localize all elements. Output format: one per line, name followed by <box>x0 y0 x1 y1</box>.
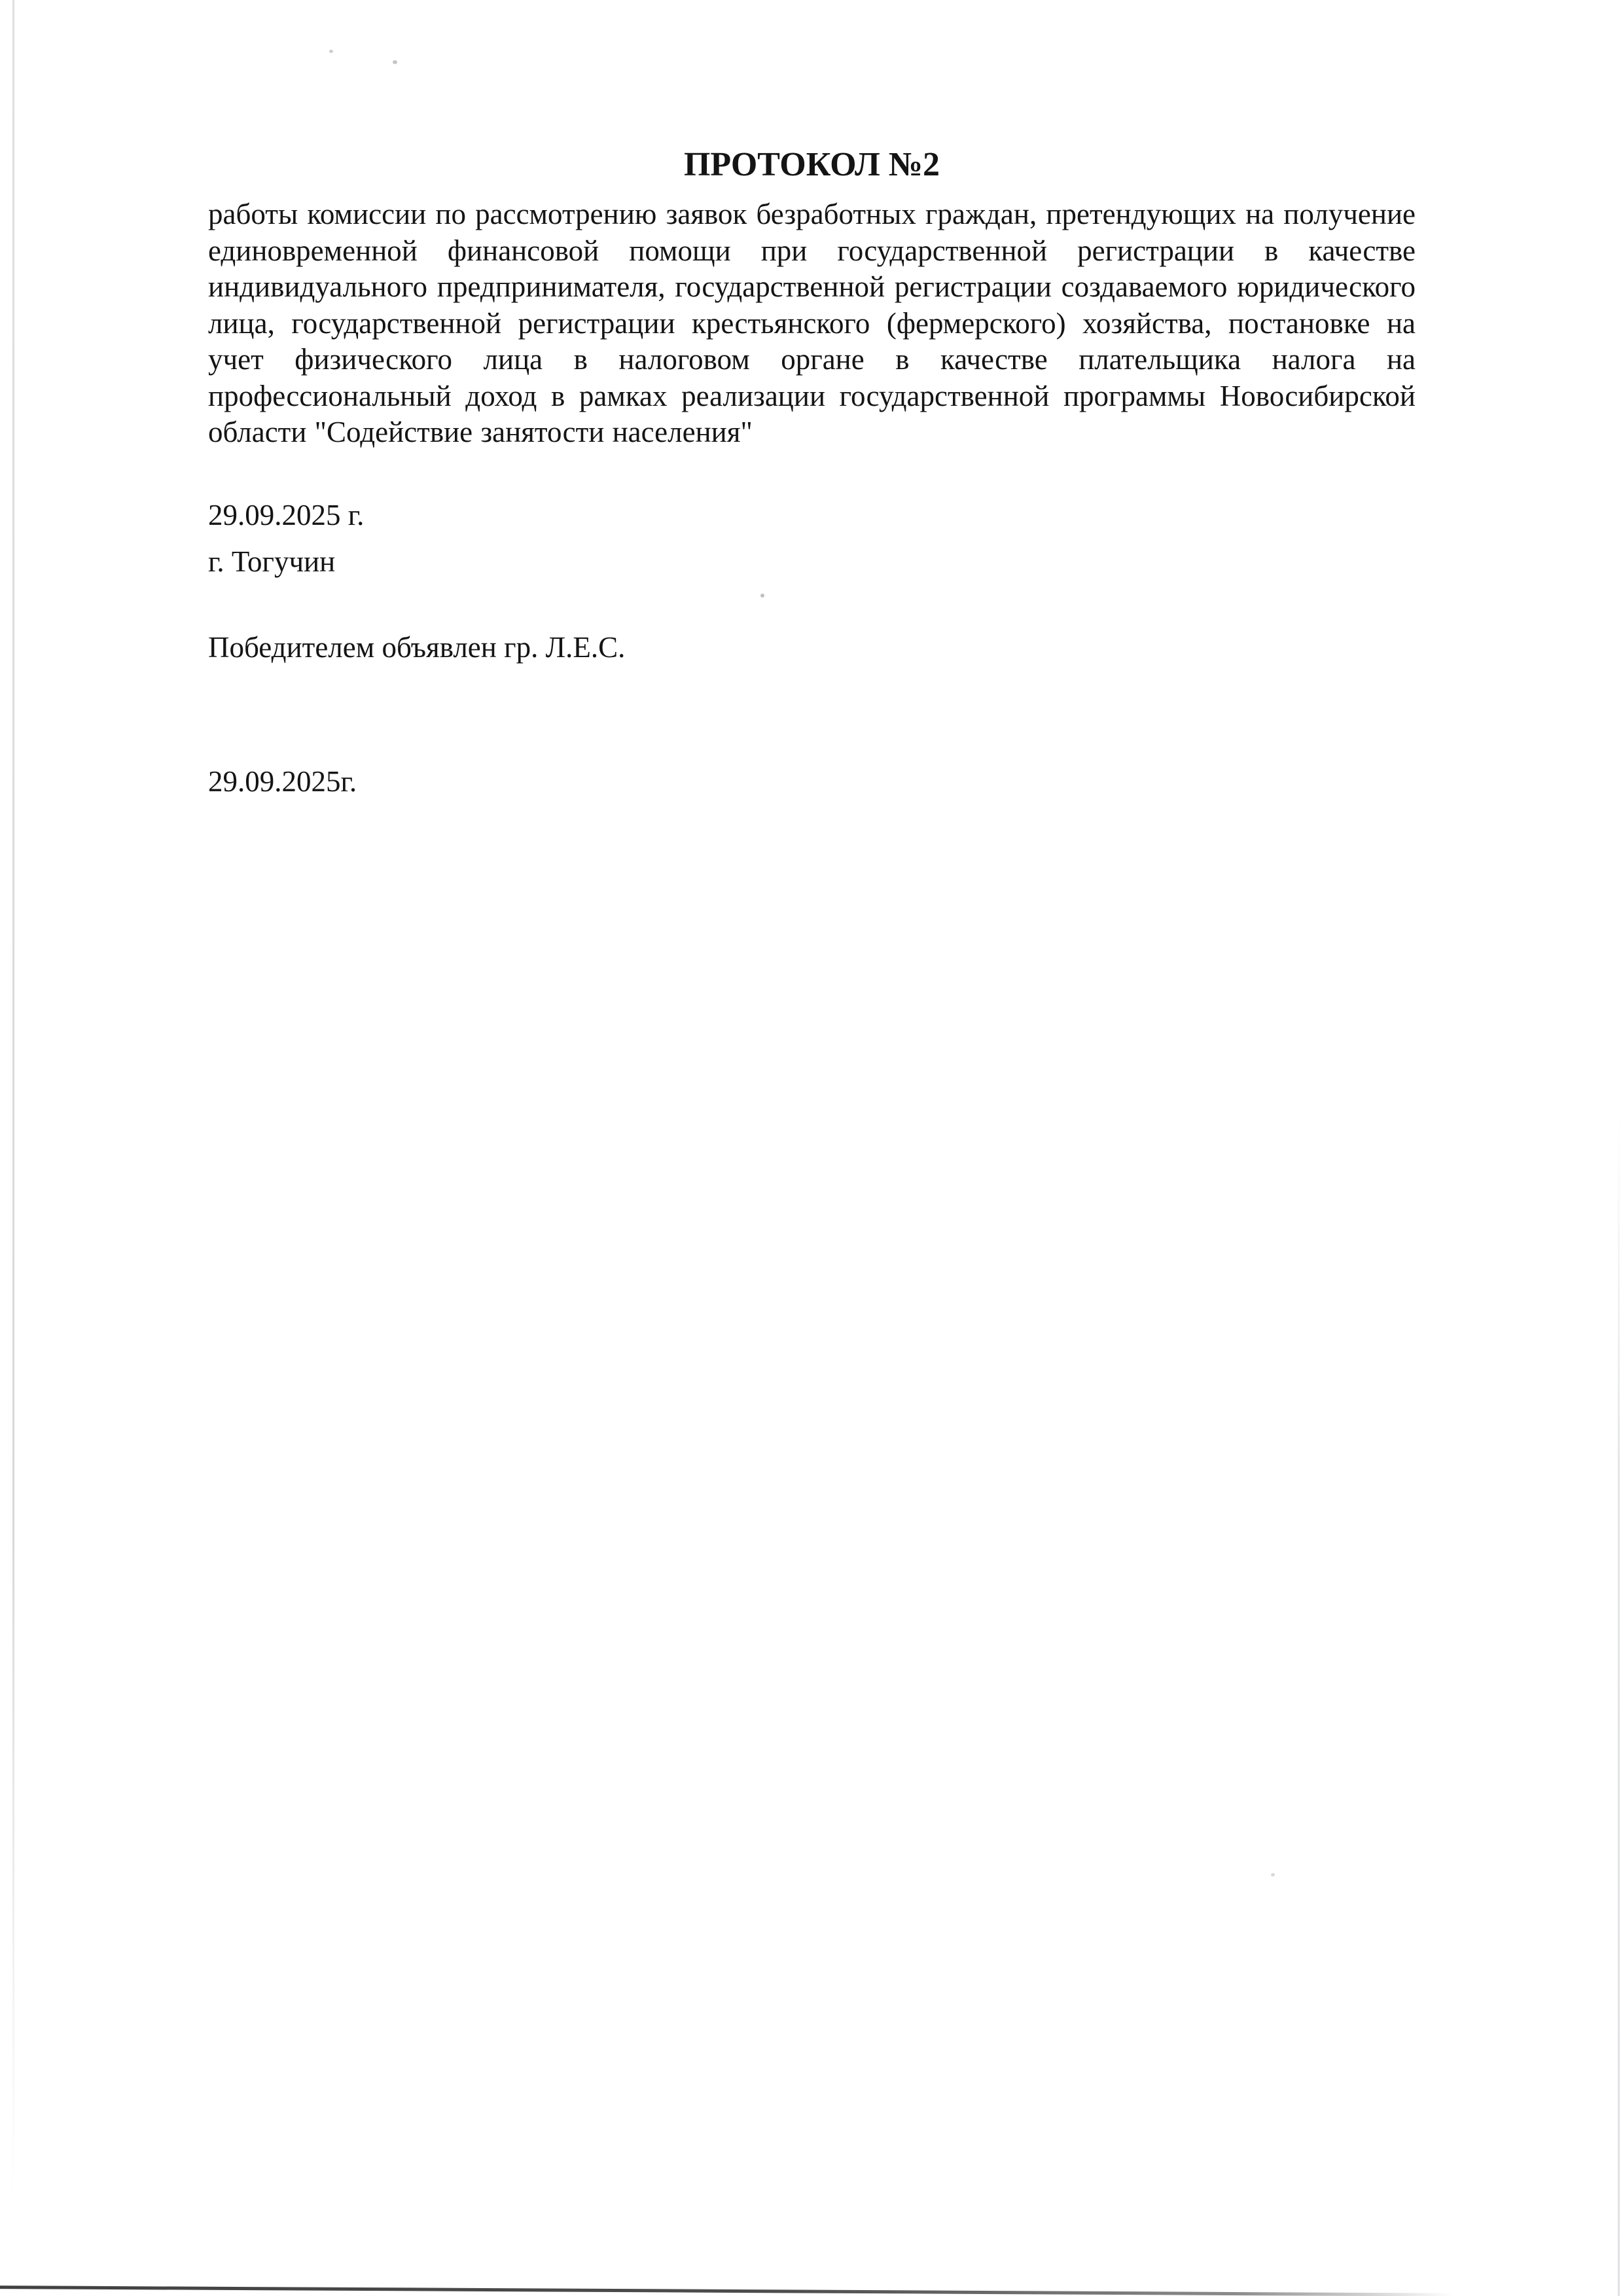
scan-speck-artifact <box>760 594 764 598</box>
scan-right-edge-artifact <box>1618 1113 1620 2296</box>
scan-left-edge-artifact <box>12 0 14 2199</box>
document-date-line: 29.09.2025 г. <box>208 499 365 531</box>
scan-speck-artifact <box>329 50 333 53</box>
scan-speck-artifact <box>1271 1873 1275 1876</box>
document-place-line: г. Тогучин <box>208 545 336 578</box>
document-body-paragraph: работы комиссии по рассмотрению заявок безработных граждан, претендующих на получение единовременной финансовой помощи при государственной регистрации в качестве индивидуального предпринимателя, государственной регистрации создаваемого юридического лица, государственной регистрации крестьянского (фермерского) хозяйства, постановке на учет физического лица в налоговом органе в качестве плательщика налога на профессиональный доход в рамках реализации государственной программы Новосибирской области "Содействие занятости населения" <box>208 198 1416 448</box>
document-title: ПРОТОКОЛ №2 <box>683 146 940 183</box>
scan-speck-artifact <box>393 60 397 64</box>
closing-date-line: 29.09.2025г. <box>208 765 357 798</box>
winner-statement-line: Победителем объявлен гр. Л.Е.С. <box>208 631 626 664</box>
scan-bottom-edge-artifact <box>0 2286 1453 2296</box>
